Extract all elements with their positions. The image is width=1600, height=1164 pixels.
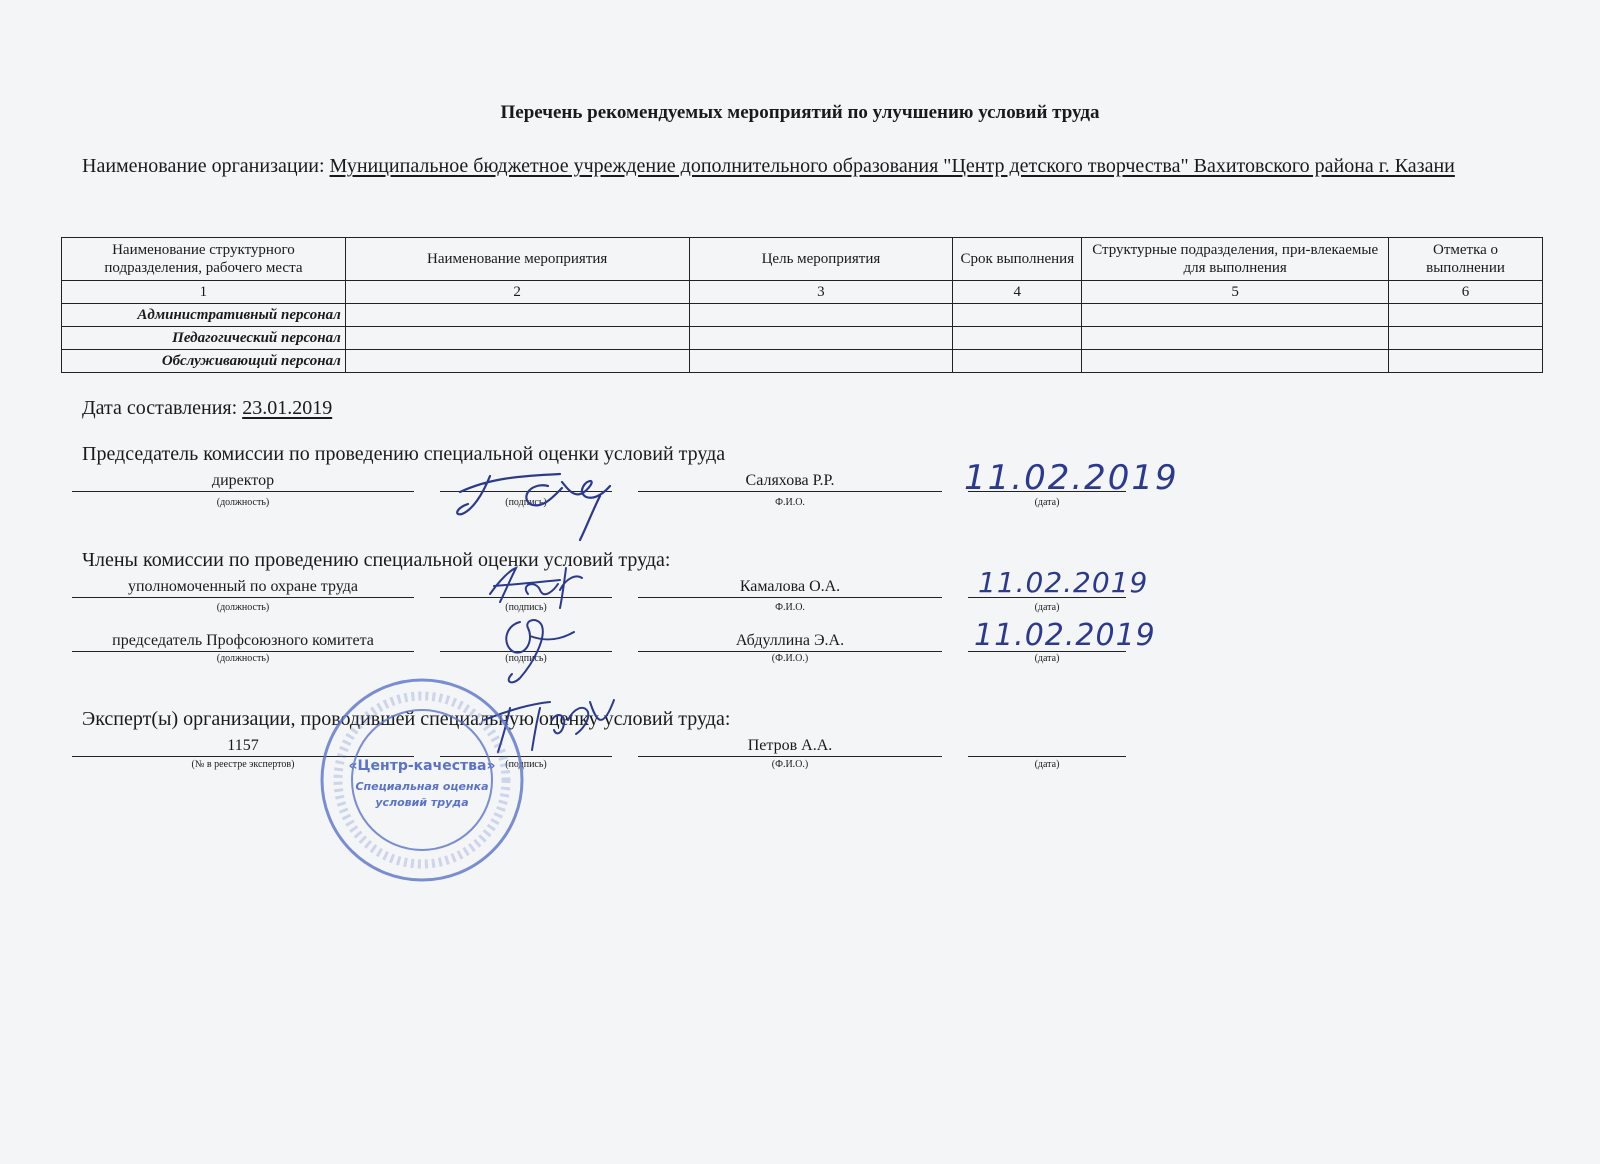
caption-signature: (подпись): [505, 602, 547, 613]
header-cell: Наименование мероприятия: [345, 238, 689, 281]
empty-cell: [345, 327, 689, 350]
caption-name: Ф.И.О.: [775, 497, 805, 508]
column-number: 5: [1082, 281, 1389, 304]
header-cell: Наименование структурного подразделения, рабочего места: [62, 238, 346, 281]
column-number-row: [62, 281, 1543, 304]
table-row: [62, 327, 1543, 350]
member1-name: Камалова О.А.: [638, 577, 942, 598]
caption-position: (должность): [216, 602, 270, 613]
chairman-name: Саляхова Р.Р.: [638, 471, 942, 492]
empty-cell: [953, 304, 1082, 327]
caption-position: (должность): [216, 497, 270, 508]
table-header-row: [62, 238, 1543, 281]
measures-table: [61, 237, 1543, 373]
caption-date: (дата): [1034, 653, 1060, 664]
expert-name: Петров А.А.: [638, 736, 942, 757]
empty-cell: [1082, 350, 1389, 373]
caption-date: (дата): [1034, 602, 1060, 613]
compiled-date: 23.01.2019: [242, 397, 333, 419]
table-row: [62, 304, 1543, 327]
empty-cell: [1389, 304, 1543, 327]
member1-handwritten-date: 11.02.2019: [978, 566, 1149, 599]
empty-cell: [689, 327, 953, 350]
organization-name: Муниципальное бюджетное учреждение дополнительного образования "Центр детского творчества" Вахитовского района г. Казани: [329, 155, 1455, 177]
chairman-position: директор: [72, 471, 414, 492]
compiled-label: Дата составления:: [82, 397, 238, 419]
caption-name: Ф.И.О.: [775, 602, 805, 613]
member1-signature: [480, 560, 590, 610]
expert-date-line: [968, 736, 1126, 757]
header-cell: Отметка о выполнении: [1389, 238, 1543, 281]
caption-date: (дата): [1034, 497, 1060, 508]
caption-date: (дата): [1034, 759, 1060, 770]
empty-cell: [345, 350, 689, 373]
caption-signature: (подпись): [505, 653, 547, 664]
chairman-heading: Председатель комиссии по проведению специальной оценки условий труда: [82, 443, 726, 465]
category-cell: Педагогический персонал: [62, 327, 346, 350]
caption-registry: (№ в реестре экспертов): [191, 759, 295, 770]
category-cell: Административный персонал: [62, 304, 346, 327]
empty-cell: [1082, 304, 1389, 327]
member1-position: уполномоченный по охране труда: [72, 577, 414, 598]
caption-signature: (подпись): [505, 759, 547, 770]
empty-cell: [345, 304, 689, 327]
column-number: 1: [62, 281, 346, 304]
stamp-line1: Специальная оценка: [355, 780, 489, 793]
members-heading: Члены комиссии по проведению специальной оценки условий труда:: [82, 549, 671, 571]
column-number: 4: [953, 281, 1082, 304]
column-number: 2: [345, 281, 689, 304]
empty-cell: [1082, 327, 1389, 350]
compiled-date-line: [82, 397, 332, 420]
empty-cell: [1389, 327, 1543, 350]
chairman-signature: [450, 452, 630, 544]
category-cell: Обслуживающий персонал: [62, 350, 346, 373]
header-cell: Срок выполнения: [953, 238, 1082, 281]
organization-stamp: [318, 676, 526, 884]
empty-cell: [953, 350, 1082, 373]
member2-position: председатель Профсоюзного комитета: [72, 631, 414, 652]
stamp-line2: условий труда: [375, 796, 469, 809]
expert-registry-number: 1157: [72, 736, 414, 757]
header-cell: Цель мероприятия: [689, 238, 953, 281]
header-cell: Структурные подразделения, при-влекаемые для выполнения: [1082, 238, 1389, 281]
organization-label: Наименование организации:: [82, 155, 325, 177]
member2-handwritten-date: 11.02.2019: [974, 618, 1156, 653]
member2-name: Абдуллина Э.А.: [638, 631, 942, 652]
organization-line: [82, 153, 1502, 179]
caption-name: (Ф.И.О.): [771, 653, 809, 664]
caption-position: (должность): [216, 653, 270, 664]
caption-name: (Ф.И.О.): [771, 759, 809, 770]
experts-heading: Эксперт(ы) организации, проводившей специальную оценку условий труда:: [82, 708, 731, 730]
empty-cell: [689, 350, 953, 373]
chairman-handwritten-date: 11.02.2019: [964, 458, 1179, 498]
stamp-center-name: «Центр-качества»: [348, 758, 496, 774]
column-number: 6: [1389, 281, 1543, 304]
table-row: [62, 350, 1543, 373]
empty-cell: [953, 327, 1082, 350]
caption-signature: (подпись): [505, 497, 547, 508]
page-title: Перечень рекомендуемых мероприятий по улучшению условий труда: [500, 102, 1100, 123]
empty-cell: [689, 304, 953, 327]
empty-cell: [1389, 350, 1543, 373]
column-number: 3: [689, 281, 953, 304]
